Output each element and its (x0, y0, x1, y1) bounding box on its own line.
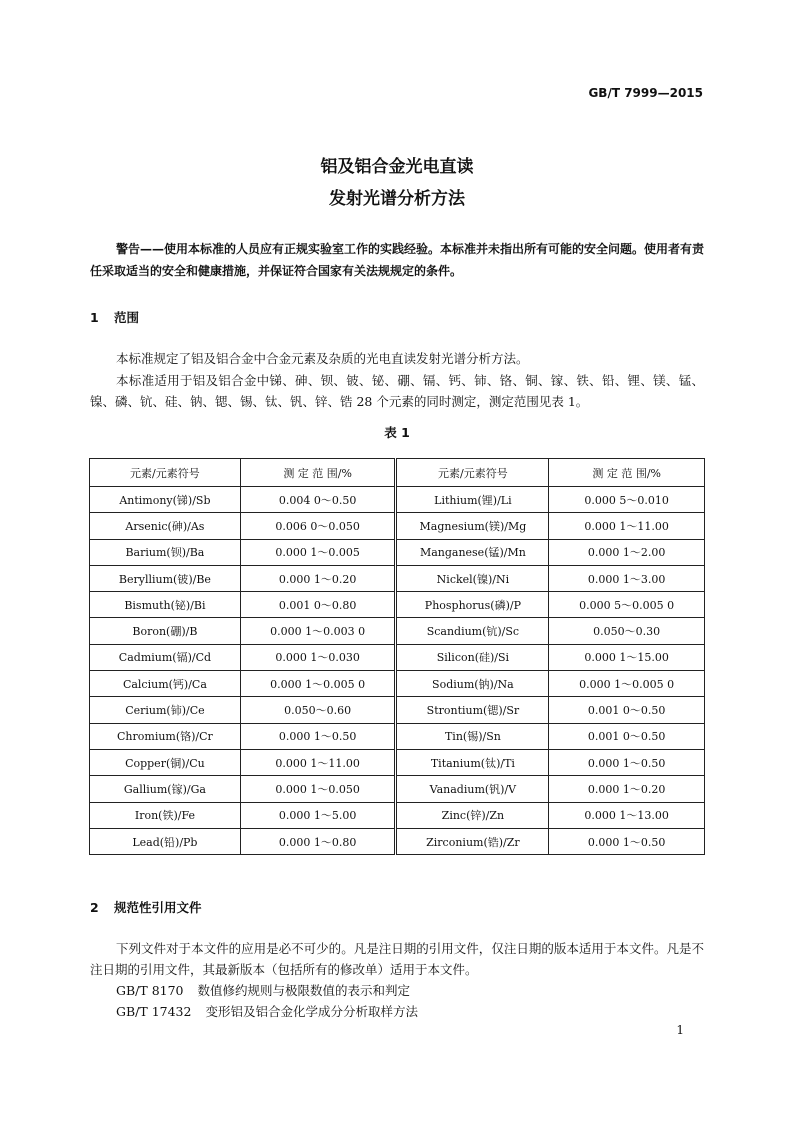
range-cell: 0.000 5～0.010 (549, 487, 705, 513)
section-title: 规范性引用文件 (114, 900, 202, 915)
element-cell: Beryllium(铍)/Be (90, 565, 241, 591)
table-row (90, 513, 705, 539)
table-row (90, 802, 705, 828)
element-cell: Iron(铁)/Fe (90, 802, 241, 828)
element-cell: Bismuth(铋)/Bi (90, 592, 241, 618)
normative-references-paragraph: 下列文件对于本文件的应用是必不可少的。凡是注日期的引用文件，仅注日期的版本适用于本文件。凡是不注日期的引用文件，其最新版本（包括所有的修改单）适用于本文件。 (90, 941, 704, 977)
element-cell: Arsenic(砷)/As (90, 513, 241, 539)
element-cell: Tin(锡)/Sn (396, 723, 549, 749)
section-title: 范围 (114, 310, 140, 325)
standard-number: GB/T 7999—2015 (588, 86, 703, 100)
table-row (90, 618, 705, 644)
element-cell: Chromium(铬)/Cr (90, 723, 241, 749)
element-cell: Vanadium(钒)/V (396, 776, 549, 802)
element-cell: Zirconium(锆)/Zr (396, 828, 549, 854)
section-2-heading (90, 898, 202, 916)
range-cell: 0.000 1～0.50 (549, 828, 705, 854)
header-range: 测 定 范 围/% (549, 459, 705, 487)
table-row (90, 592, 705, 618)
range-cell: 0.001 0～0.50 (549, 723, 705, 749)
reference-item (116, 980, 410, 1001)
element-cell: Antimony(锑)/Sb (90, 487, 241, 513)
reference-title: 数值修约规则与极限数值的表示和判定 (197, 983, 411, 998)
section-number: 2 (90, 900, 99, 915)
element-cell: Manganese(锰)/Mn (396, 539, 549, 565)
warning-paragraph: 警告——使用本标准的人员应有正规实验室工作的实践经验。本标准并未指出所有可能的安全问题。使用者有责任采取适当的安全和健康措施，并保证符合国家有关法规规定的条件。 (90, 242, 705, 278)
range-cell: 0.000 1～0.005 (240, 539, 396, 565)
element-cell: Boron(硼)/B (90, 618, 241, 644)
document-title-line2: 发射光谱分析方法 (329, 189, 465, 209)
table-row (90, 749, 705, 775)
element-cell: Gallium(镓)/Ga (90, 776, 241, 802)
header-element: 元素/元素符号 (90, 459, 241, 487)
range-cell: 0.000 1～2.00 (549, 539, 705, 565)
table-row (90, 697, 705, 723)
range-cell: 0.000 5～0.005 0 (549, 592, 705, 618)
header-range: 测 定 范 围/% (240, 459, 396, 487)
scope-paragraph-1: 本标准规定了铝及铝合金中合金元素及杂质的光电直读发射光谱分析方法。 (116, 351, 529, 366)
table-header-row (90, 459, 705, 487)
reference-item (116, 1001, 418, 1022)
element-cell: Scandium(钪)/Sc (396, 618, 549, 644)
table-row (90, 644, 705, 670)
element-cell: Copper(铜)/Cu (90, 749, 241, 775)
reference-code: GB/T 17432 (116, 1004, 192, 1019)
table-row (90, 565, 705, 591)
range-cell: 0.000 1～3.00 (549, 565, 705, 591)
element-cell: Nickel(镍)/Ni (396, 565, 549, 591)
range-cell: 0.001 0～0.80 (240, 592, 396, 618)
element-cell: Silicon(硅)/Si (396, 644, 549, 670)
table-row (90, 723, 705, 749)
element-cell: Titanium(钛)/Ti (396, 749, 549, 775)
element-cell: Calcium(钙)/Ca (90, 671, 241, 697)
element-cell: Magnesium(镁)/Mg (396, 513, 549, 539)
table-row (90, 487, 705, 513)
element-cell: Barium(钡)/Ba (90, 539, 241, 565)
range-cell: 0.004 0～0.50 (240, 487, 396, 513)
range-cell: 0.000 1～15.00 (549, 644, 705, 670)
element-cell: Strontium(锶)/Sr (396, 697, 549, 723)
element-cell: Cerium(铈)/Ce (90, 697, 241, 723)
table-caption: 表 1 (384, 425, 410, 440)
element-cell: Lead(铅)/Pb (90, 828, 241, 854)
range-cell: 0.000 1～0.50 (240, 723, 396, 749)
range-cell: 0.000 1～0.50 (549, 749, 705, 775)
range-cell: 0.000 1～0.005 0 (549, 671, 705, 697)
element-cell: Sodium(钠)/Na (396, 671, 549, 697)
range-cell: 0.050～0.60 (240, 697, 396, 723)
range-cell: 0.000 1～0.050 (240, 776, 396, 802)
document-title-line1: 铝及铝合金光电直读 (320, 157, 474, 177)
page-number: 1 (676, 1023, 684, 1037)
range-cell: 0.000 1～0.80 (240, 828, 396, 854)
element-cell: Cadmium(镉)/Cd (90, 644, 241, 670)
table-row (90, 776, 705, 802)
range-cell: 0.000 1～0.030 (240, 644, 396, 670)
range-cell: 0.001 0～0.50 (549, 697, 705, 723)
range-cell: 0.006 0～0.050 (240, 513, 396, 539)
section-number: 1 (90, 310, 99, 325)
range-cell: 0.050～0.30 (549, 618, 705, 644)
measurement-range-table (89, 458, 705, 855)
element-cell: Phosphorus(磷)/P (396, 592, 549, 618)
range-cell: 0.000 1～5.00 (240, 802, 396, 828)
range-cell: 0.000 1～0.20 (240, 565, 396, 591)
range-cell: 0.000 1～0.003 0 (240, 618, 396, 644)
table-row (90, 828, 705, 854)
table-row (90, 671, 705, 697)
scope-paragraph-2: 本标准适用于铝及铝合金中锑、砷、钡、铍、铋、硼、镉、钙、铈、铬、铜、镓、铁、铅、锂、镁、锰、镍、磷、钪、硅、钠、锶、锡、钛、钒、锌、锆 28 个元素的同时测定，测定范围见表 1。 (90, 373, 704, 409)
range-cell: 0.000 1～0.005 0 (240, 671, 396, 697)
element-cell: Lithium(锂)/Li (396, 487, 549, 513)
range-cell: 0.000 1～0.20 (549, 776, 705, 802)
element-cell: Zinc(锌)/Zn (396, 802, 549, 828)
section-1-heading (90, 308, 139, 326)
range-cell: 0.000 1～13.00 (549, 802, 705, 828)
range-cell: 0.000 1～11.00 (549, 513, 705, 539)
reference-code: GB/T 8170 (116, 983, 184, 998)
reference-title: 变形铝及铝合金化学成分分析取样方法 (205, 1004, 418, 1019)
table-row (90, 539, 705, 565)
header-element: 元素/元素符号 (396, 459, 549, 487)
table-body (90, 487, 705, 855)
range-cell: 0.000 1～11.00 (240, 749, 396, 775)
